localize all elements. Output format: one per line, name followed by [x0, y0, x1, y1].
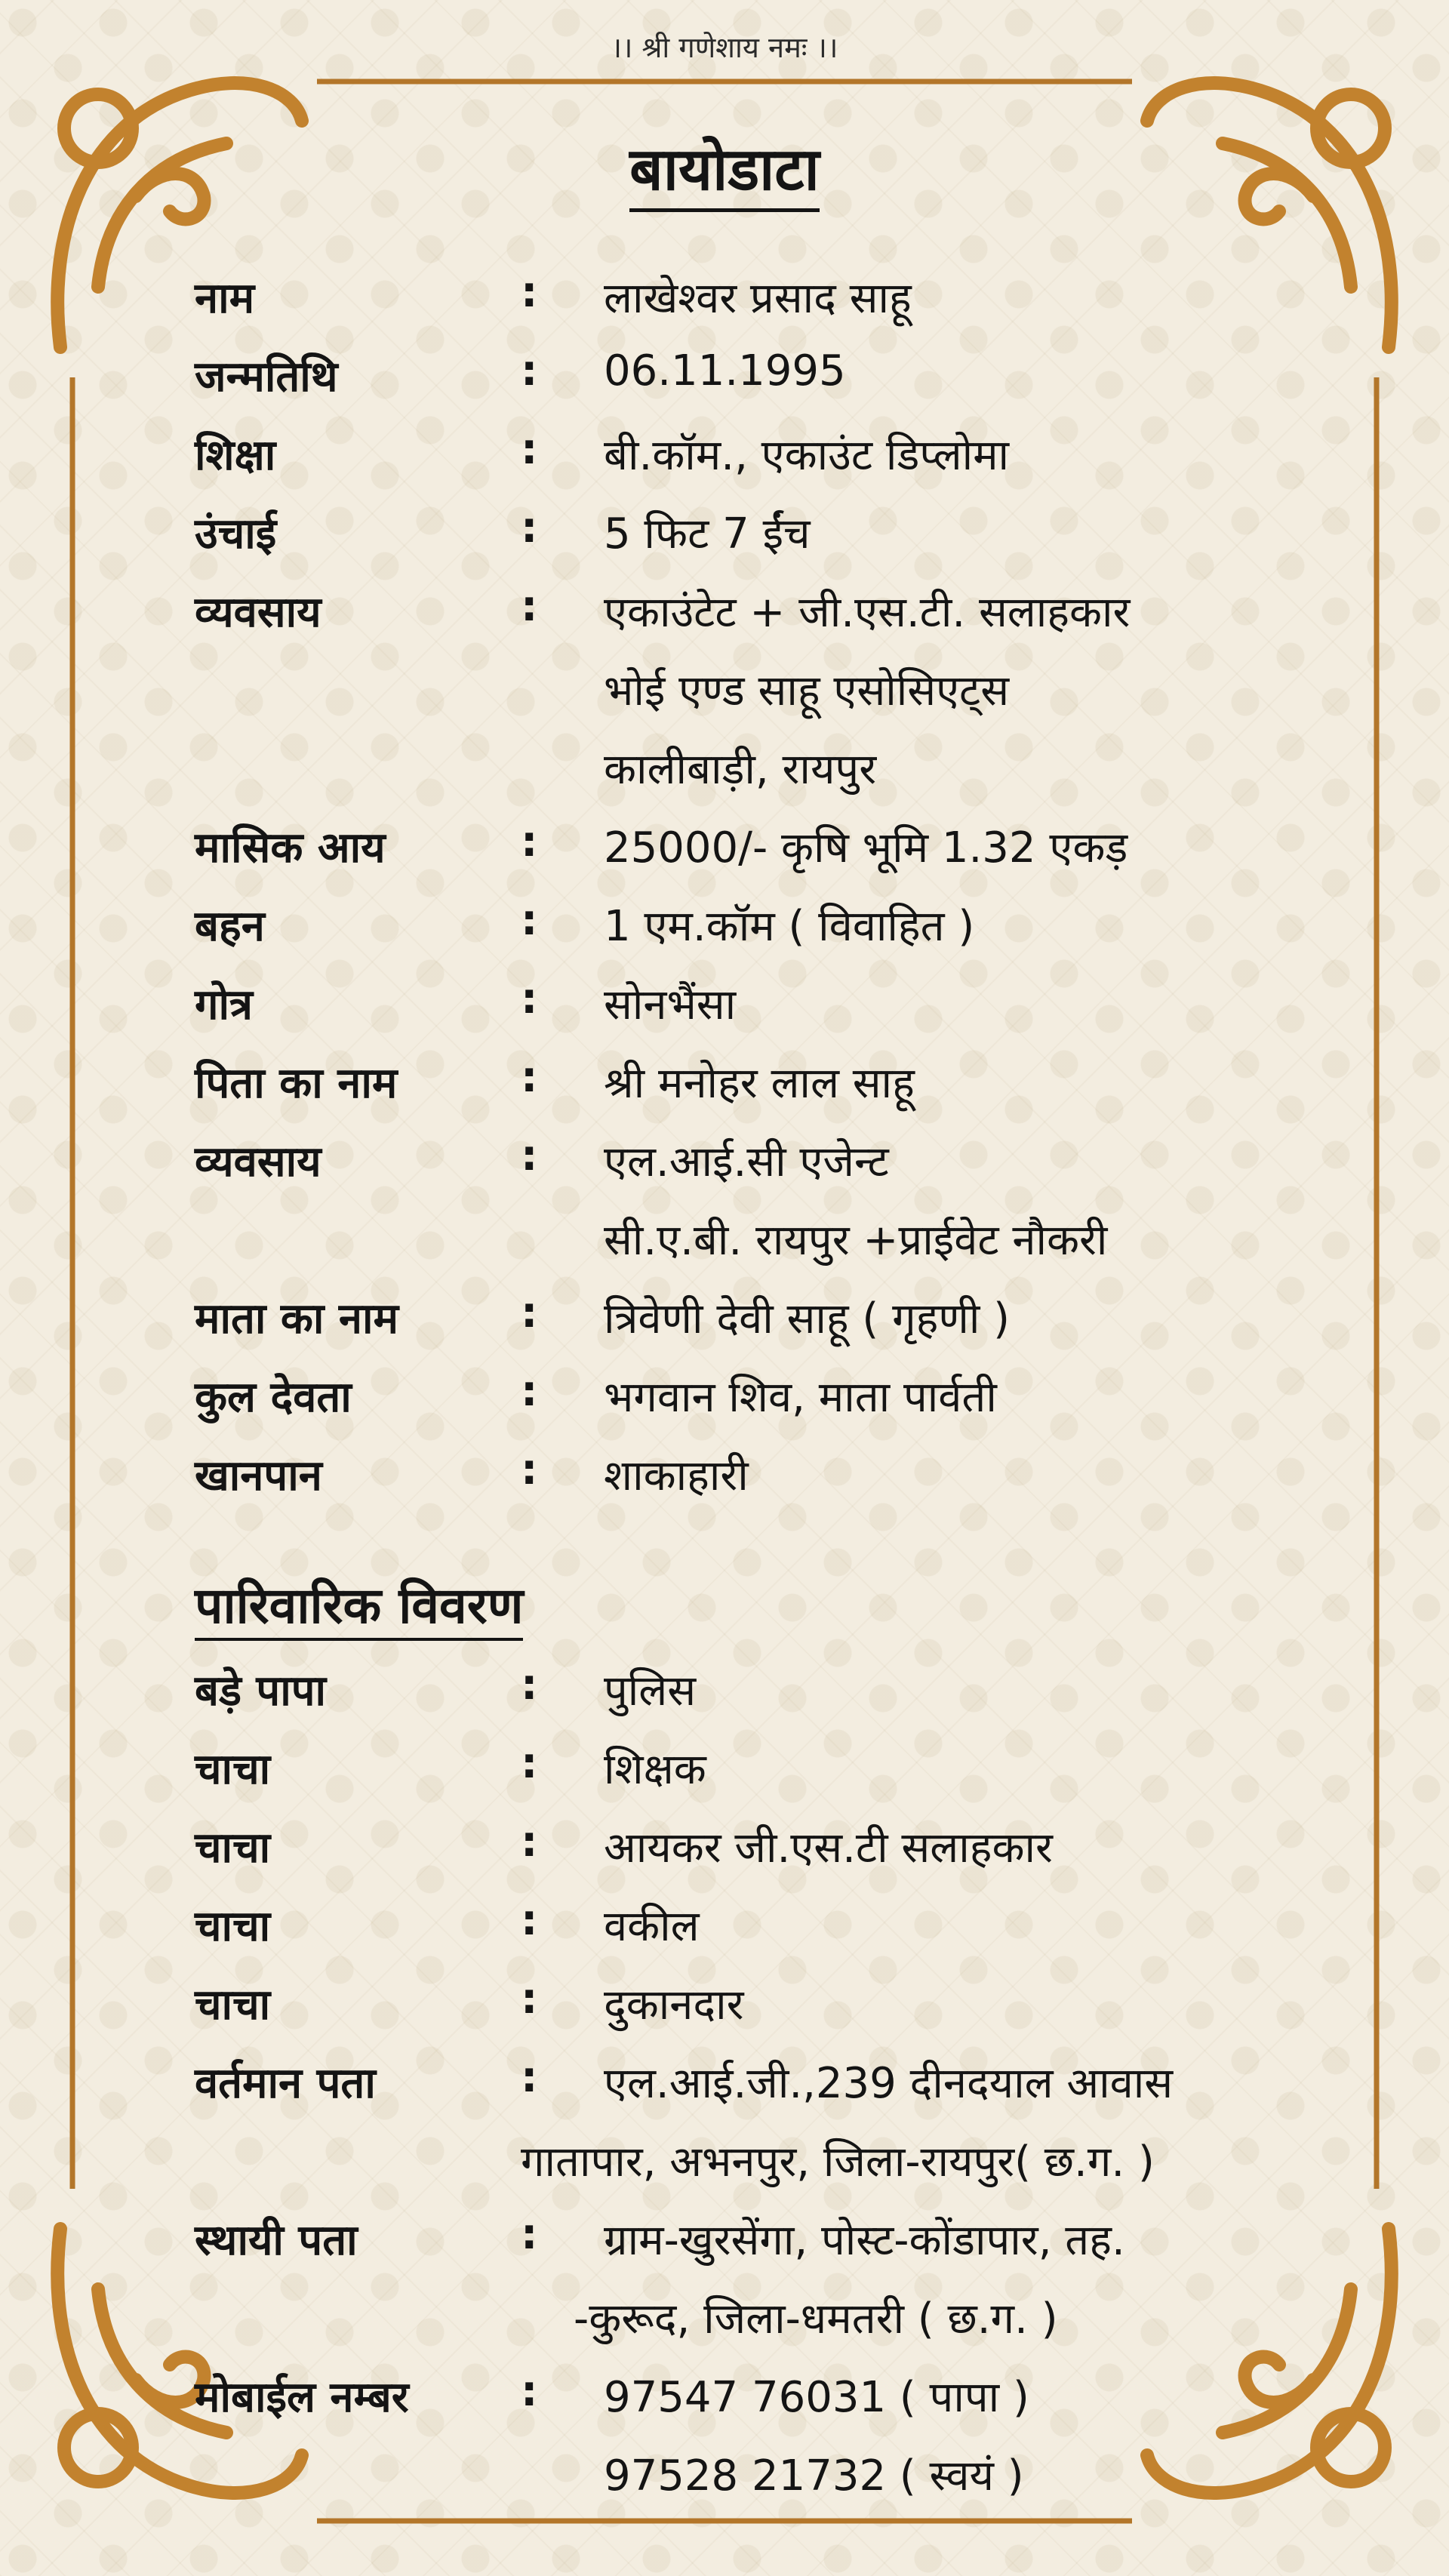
field-value: 06.11.1995: [604, 346, 846, 395]
field-label: नाम: [195, 274, 255, 323]
colon-separator: :: [521, 1660, 538, 1710]
field-label: बहन: [195, 902, 265, 951]
field-label: शिक्षा: [195, 431, 276, 480]
colon-separator: :: [521, 1445, 538, 1494]
colon-separator: :: [521, 2367, 538, 2416]
field-value: श्री मनोहर लाल साहू: [604, 1059, 915, 1108]
field-label: खानपान: [195, 1451, 322, 1500]
colon-separator: :: [521, 1739, 538, 1788]
field-label: कुल देवता: [195, 1373, 352, 1422]
field-value: भोई एण्ड साहू एसोसिएट्स: [604, 666, 1010, 716]
field-value: सोनभैंसा: [604, 980, 737, 1029]
field-value: कालीबाड़ी, रायपुर: [604, 745, 877, 794]
field-value: 5 फिट 7 ईंच: [604, 509, 811, 559]
corner-ornament-bottom-right: [1147, 2229, 1392, 2493]
invocation-text: ।। श्री गणेशाय नमः ।।: [611, 31, 838, 64]
colon-separator: :: [521, 1974, 538, 2024]
colon-separator: :: [521, 1367, 538, 1416]
field-value: लाखेश्वर प्रसाद साहू: [604, 274, 912, 323]
field-value: -कुरूद, जिला-धमतरी ( छ.ग. ): [574, 2294, 1058, 2344]
colon-separator: :: [521, 2053, 538, 2102]
field-value: सी.ए.बी. रायपुर +प्राईवेट नौकरी: [604, 1216, 1108, 1265]
field-value: पुलिस: [604, 1667, 697, 1716]
field-value: बी.कॉम., एकाउंट डिप्लोमा: [604, 431, 1010, 480]
field-value: 25000/- कृषि भूमि 1.32 एकड़: [604, 823, 1128, 873]
field-label: वर्तमान पता: [195, 2059, 376, 2108]
field-label: उंचाई: [195, 509, 277, 559]
field-label: मोबाईल नम्बर: [195, 2373, 409, 2422]
field-value: ग्राम-खुरसेंगा, पोस्ट-कोंडापार, तह.: [604, 2216, 1125, 2265]
colon-separator: :: [521, 974, 538, 1023]
colon-separator: :: [521, 425, 538, 474]
field-label: मासिक आय: [195, 823, 386, 873]
field-value: 1 एम.कॉम ( विवाहित ): [604, 902, 975, 951]
field-label: जन्मतिथि: [195, 352, 338, 402]
field-label: चाचा: [195, 1745, 271, 1794]
colon-separator: :: [521, 346, 538, 395]
field-value: आयकर जी.एस.टी सलाहकार: [604, 1824, 1053, 1873]
field-value: वकील: [604, 1902, 700, 1951]
field-label: व्यवसाय: [195, 588, 321, 637]
field-value: गातापार, अभनपुर, जिला-रायपुर( छ.ग. ): [521, 2137, 1155, 2187]
colon-separator: :: [521, 268, 538, 317]
colon-separator: :: [521, 1896, 538, 1945]
colon-separator: :: [521, 503, 538, 552]
field-value: एकाउंटेट + जी.एस.टी. सलाहकार: [604, 588, 1131, 637]
corner-ornament-bottom-left: [57, 2229, 302, 2493]
field-value: शाकाहारी: [604, 1451, 749, 1500]
field-value: त्रिवेणी देवी साहू ( गृहणी ): [604, 1294, 1010, 1343]
field-label: व्यवसाय: [195, 1137, 321, 1186]
field-label: माता का नाम: [195, 1294, 398, 1343]
colon-separator: :: [521, 1131, 538, 1180]
colon-separator: :: [521, 582, 538, 631]
colon-separator: :: [521, 2210, 538, 2259]
field-label: स्थायी पता: [195, 2216, 358, 2265]
field-value: 97547 76031 ( पापा ): [604, 2373, 1029, 2422]
page-title: बायोडाटा: [0, 127, 1449, 207]
field-label: पिता का नाम: [195, 1059, 398, 1108]
field-label: गोत्र: [195, 980, 253, 1029]
colon-separator: :: [521, 1053, 538, 1102]
field-label: चाचा: [195, 1824, 271, 1873]
colon-separator: :: [521, 896, 538, 945]
corner-ornament-top-right: [1147, 83, 1392, 347]
colon-separator: :: [521, 817, 538, 866]
corner-ornament-top-left: [57, 83, 302, 347]
field-value: एल.आई.जी.,239 दीनदयाल आवास: [604, 2059, 1174, 2108]
colon-separator: :: [521, 1288, 538, 1337]
field-value: एल.आई.सी एजेन्ट: [604, 1137, 889, 1186]
field-value: भगवान शिव, माता पार्वती: [604, 1373, 997, 1422]
colon-separator: :: [521, 1817, 538, 1867]
field-value: 97528 21732 ( स्वयं ): [604, 2451, 1024, 2501]
field-value: दुकानदार: [604, 1980, 744, 2030]
field-label: चाचा: [195, 1902, 271, 1951]
field-label: चाचा: [195, 1980, 271, 2030]
family-section-title: पारिवारिक विवरण: [195, 1570, 523, 1638]
field-label: बड़े पापा: [195, 1667, 327, 1716]
field-value: शिक्षक: [604, 1745, 706, 1794]
